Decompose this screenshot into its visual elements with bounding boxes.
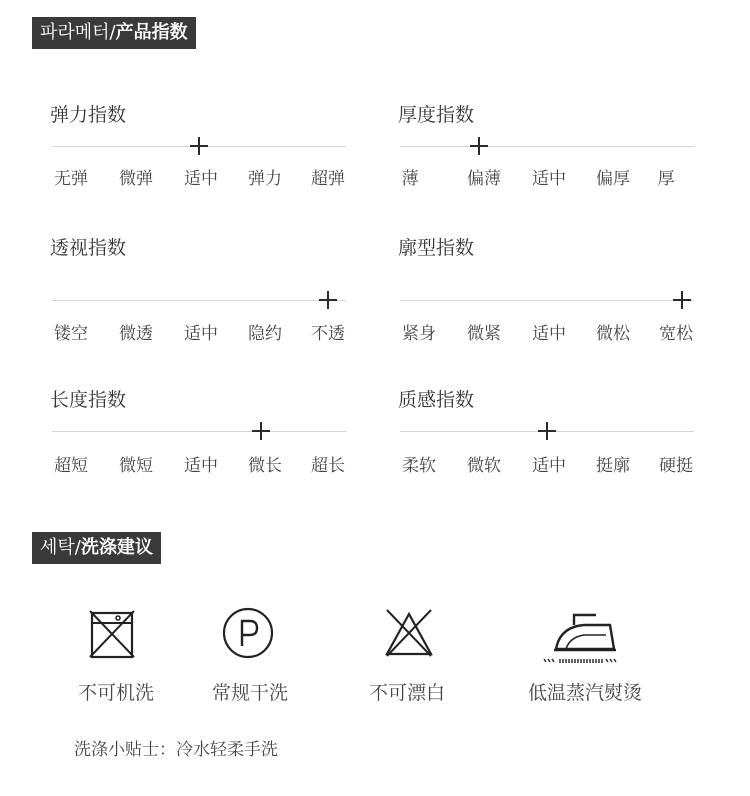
scale-option: 微软 [467, 456, 501, 476]
param-scale [50, 451, 346, 475]
level-marker-icon [673, 291, 691, 309]
low-temp-steam-iron-icon [540, 607, 620, 667]
care-label: 常规干洗 [211, 682, 289, 704]
scale-option: 挺廓 [596, 456, 630, 476]
scale-option: 适中 [532, 456, 566, 476]
scale-option: 微弹 [119, 169, 153, 189]
params-section-header [32, 17, 196, 49]
param-track [52, 300, 346, 301]
wash-header-ko: 세탁/ [40, 537, 81, 558]
scale-option: 微短 [119, 456, 153, 476]
no-machine-wash-icon [88, 609, 136, 659]
scale-option: 适中 [184, 456, 218, 476]
scale-option: 适中 [532, 169, 566, 189]
scale-option: 镂空 [54, 324, 88, 344]
level-marker-icon [319, 291, 337, 309]
scale-option: 微长 [248, 456, 282, 476]
wash-header-zh: 洗涤建议 [80, 537, 153, 558]
scale-option: 偏厚 [596, 169, 630, 189]
scale-option: 硬挺 [659, 456, 693, 476]
param-title: 弹力指数 [50, 104, 127, 126]
param-track [400, 146, 694, 147]
wash-section-header [32, 532, 161, 564]
param-title: 透视指数 [50, 237, 127, 259]
scale-option: 微紧 [467, 324, 501, 344]
param-scale [398, 451, 694, 475]
level-marker-icon [470, 137, 488, 155]
scale-option: 微松 [596, 324, 630, 344]
scale-option: 偏薄 [467, 169, 501, 189]
scale-option: 适中 [532, 324, 566, 344]
scale-option: 微透 [119, 324, 153, 344]
scale-option: 隐约 [248, 324, 282, 344]
no-bleach-icon [383, 608, 435, 658]
level-marker-icon [538, 422, 556, 440]
param-title: 长度指数 [50, 389, 127, 411]
scale-option: 适中 [184, 324, 218, 344]
scale-option: 厚 [657, 169, 675, 189]
param-track [400, 300, 694, 301]
scale-option: 弹力 [248, 169, 282, 189]
care-label: 不可漂白 [368, 682, 446, 704]
scale-option: 适中 [184, 169, 218, 189]
care-label: 不可机洗 [77, 682, 155, 704]
scale-option: 超长 [311, 456, 345, 476]
params-header-ko: 파라메터/ [40, 22, 116, 43]
care-label: 低温蒸汽熨烫 [527, 682, 643, 704]
level-marker-icon [190, 137, 208, 155]
scale-option: 柔软 [402, 456, 436, 476]
level-marker-icon [252, 422, 270, 440]
wash-tip: 洗涤小贴士：冷水轻柔手洗 [74, 740, 278, 760]
params-header-zh: 产品指数 [115, 22, 188, 43]
param-track [52, 431, 346, 432]
param-scale [50, 319, 346, 343]
param-scale [398, 319, 694, 343]
scale-option: 宽松 [659, 324, 693, 344]
param-title: 廓型指数 [398, 237, 475, 259]
scale-option: 超短 [54, 456, 88, 476]
scale-option: 不透 [311, 324, 345, 344]
param-title: 质感指数 [398, 389, 475, 411]
param-title: 厚度指数 [398, 104, 475, 126]
scale-option: 无弹 [54, 169, 88, 189]
param-scale [50, 164, 346, 188]
scale-option: 薄 [401, 169, 419, 189]
scale-option: 超弹 [311, 169, 345, 189]
scale-option: 紧身 [402, 324, 436, 344]
dry-clean-p-icon [221, 606, 275, 660]
param-scale [398, 164, 694, 188]
